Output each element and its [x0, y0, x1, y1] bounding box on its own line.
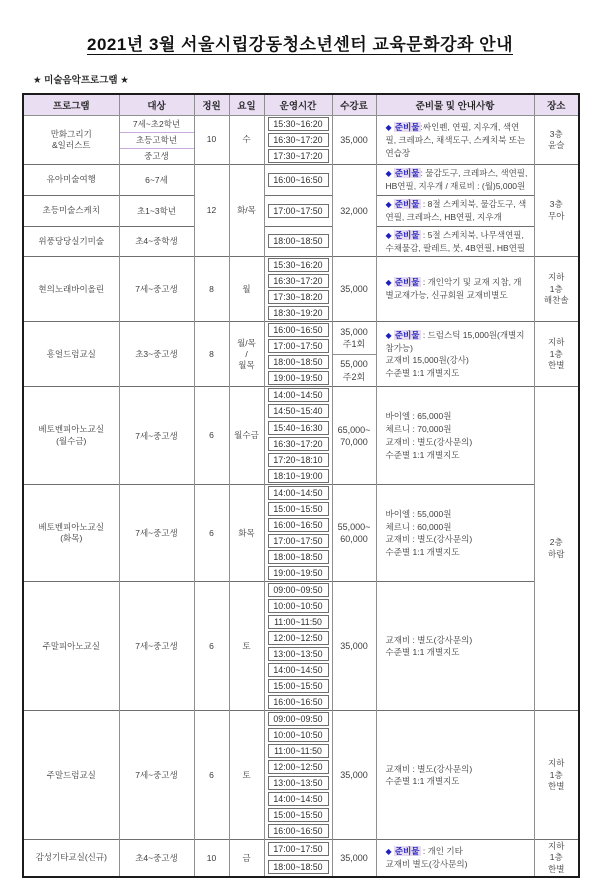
capacity-cell: 6 [194, 711, 229, 840]
time-slot: 17:00~17:50 [268, 842, 329, 856]
time-cell [264, 370, 332, 387]
fee-cell: 35,000 주1회 [332, 322, 376, 355]
materials-line: 수준별 1:1 개별지도 [385, 547, 460, 558]
materials-text: :싸인펜, 연필, 지우개, 색연필, 크레파스, 채색도구, 스케치북 또는 연습장 [385, 121, 526, 158]
materials-cell [376, 840, 534, 877]
program-name-cell: 베토벤피아노교실 (화목) [23, 485, 119, 582]
target-cell: 7세~중고생 [119, 711, 194, 840]
day-cell: 토 [229, 582, 264, 711]
time-slot: 12:00~12:50 [268, 631, 329, 645]
fee-cell: 35,000 [332, 116, 376, 165]
time-slot: 17:00~17:50 [268, 204, 329, 218]
day-cell: 월/목 / 월목 [229, 322, 264, 387]
time-slot: 15:40~16:30 [268, 421, 329, 435]
time-slot: 14:00~14:50 [268, 792, 329, 806]
materials-cell [376, 582, 534, 711]
materials-cell [376, 165, 534, 196]
day-cell: 토 [229, 711, 264, 840]
time-cell [264, 165, 332, 196]
time-slot: 16:30~17:20 [268, 133, 329, 147]
time-cell [264, 468, 332, 485]
materials-line: 바이엘 : 55,000원 [385, 508, 452, 519]
column-header-fee: 수강료 [332, 94, 376, 116]
diamond-bullet-icon: ◆ [385, 230, 394, 240]
place-cell: 3층 윤슬 [534, 116, 579, 165]
fee-cell: 55,000~ 60,000 [332, 485, 376, 582]
table-row [23, 387, 579, 404]
column-header-capacity: 정원 [194, 94, 229, 116]
materials-text: : 8절 스케치북, 물감도구, 색연필, 크레파스, HB연필, 지우개 [385, 198, 527, 222]
materials-line: 수준별 1:1 개별지도 [385, 449, 460, 460]
time-slot: 18:00~18:50 [268, 355, 329, 369]
target-cell: 초4~중학생 [119, 226, 194, 257]
fee-cell: 35,000 [332, 257, 376, 322]
target-cell: 초등고학년 [119, 132, 194, 148]
program-name-cell: 흥얼드럼교실 [23, 322, 119, 387]
table-row [23, 711, 579, 728]
column-header-day: 요일 [229, 94, 264, 116]
materials-label: 준비물 [394, 198, 420, 209]
time-cell [264, 533, 332, 549]
time-cell [264, 759, 332, 775]
time-slot: 16:00~16:50 [268, 695, 329, 709]
header-row [23, 94, 579, 116]
time-slot: 15:00~15:50 [268, 502, 329, 516]
materials-line: 수준별 1:1 개별지도 [385, 368, 460, 379]
time-cell [264, 148, 332, 165]
time-slot: 16:30~17:20 [268, 274, 329, 288]
program-name-cell: 현의노래바이올린 [23, 257, 119, 322]
materials-line [386, 167, 530, 193]
time-cell [264, 807, 332, 823]
materials-line: 체르니 : 70,000원 [385, 424, 452, 435]
table-row [23, 165, 579, 196]
materials-label: 준비물 [394, 121, 420, 132]
column-header-target: 대상 [119, 94, 194, 116]
table-row [23, 485, 579, 502]
time-cell [264, 598, 332, 614]
materials-cell [376, 322, 534, 387]
time-slot: 14:00~14:50 [268, 663, 329, 677]
time-slot: 19:00~19:50 [268, 566, 329, 580]
time-slot: 15:30~16:20 [268, 117, 329, 131]
materials-line: 교재비 : 별도(강사문의) [385, 763, 473, 774]
time-slot: 18:30~19:20 [268, 306, 329, 320]
materials-text: : 물감도구, 크레파스, 색연필, HB연필, 지우개 / 재료비 : (월)5,000원 [385, 168, 528, 191]
materials-line: 수준별 1:1 개별지도 [385, 647, 460, 658]
capacity-cell: 6 [194, 485, 229, 582]
target-cell: 초1~3학년 [119, 195, 194, 226]
place-cell: 지하 1층 한별 [534, 840, 579, 877]
materials-line [386, 198, 530, 224]
time-slot: 15:00~15:50 [268, 679, 329, 693]
time-cell [264, 420, 332, 436]
time-slot: 10:00~10:50 [268, 728, 329, 742]
materials-cell [376, 485, 534, 582]
time-cell [264, 354, 332, 370]
materials-cell [376, 711, 534, 840]
materials-text: : 5절 스케치북, 나무색연필, 수채물감, 팔레트, 붓, 4B연필, HB연필 [385, 229, 526, 253]
fee-cell: 35,000 [332, 711, 376, 840]
day-cell: 수 [229, 116, 264, 165]
materials-line [386, 329, 530, 355]
fee-cell: 65,000~ 70,000 [332, 387, 376, 485]
time-cell [264, 791, 332, 807]
page-title: 2021년 3월 서울시립강동청소년센터 교육문화강좌 안내 [86, 35, 514, 54]
time-cell [264, 501, 332, 517]
place-cell: 지하 1층 한별 [534, 322, 579, 387]
time-cell [264, 840, 332, 859]
materials-cell [376, 387, 534, 485]
time-slot: 16:00~16:50 [268, 824, 329, 838]
program-name-cell: 유아미술여행 [23, 165, 119, 196]
materials-line: 체르니 : 60,000원 [385, 521, 452, 532]
target-cell: 초4~중고생 [119, 840, 194, 877]
target-cell: 초3~중고생 [119, 322, 194, 387]
time-cell [264, 823, 332, 840]
time-slot: 17:30~18:20 [268, 290, 329, 304]
time-slot: 14:00~14:50 [268, 388, 329, 402]
day-cell: 월수금 [229, 387, 264, 485]
time-cell [264, 273, 332, 289]
materials-cell [376, 195, 534, 226]
time-cell [264, 662, 332, 678]
day-cell: 금 [229, 840, 264, 877]
materials-line [386, 229, 530, 255]
diamond-bullet-icon: ◆ [385, 199, 394, 209]
time-cell [264, 630, 332, 646]
column-header-program: 프로그램 [23, 94, 119, 116]
time-slot: 09:00~09:50 [268, 712, 329, 726]
table-body [23, 116, 579, 877]
materials-line: 교재비 : 별도(강사문의) [385, 634, 473, 645]
materials-cell [376, 226, 534, 257]
target-cell: 6~7세 [119, 165, 194, 196]
materials-line: 수준별 1:1 개별지도 [385, 776, 460, 787]
program-name-cell: 주말드럼교실 [23, 711, 119, 840]
time-slot: 18:10~19:00 [268, 469, 329, 483]
table-row [23, 226, 579, 257]
time-slot: 16:00~16:50 [268, 173, 329, 187]
materials-text: : 드럼스틱 15,000원(개별지참가능) [385, 329, 525, 353]
time-cell [264, 403, 332, 419]
place-cell: 2층 하람 [534, 387, 579, 711]
program-name-cell: 만화그리기 &일러스트 [23, 116, 119, 165]
table-row [23, 322, 579, 339]
program-name-cell: 주말피아노교실 [23, 582, 119, 711]
time-cell [264, 565, 332, 582]
time-cell [264, 711, 332, 728]
materials-text: : 개인 기타 [420, 846, 463, 857]
table-row [23, 195, 579, 226]
fee-cell: 32,000 [332, 165, 376, 257]
day-cell: 월 [229, 257, 264, 322]
materials-label: 준비물 [394, 168, 420, 178]
time-slot: 15:30~16:20 [268, 258, 329, 272]
target-cell: 7세~중고생 [119, 582, 194, 711]
table-row [23, 840, 579, 859]
materials-line: 교재비 : 별도(강사문의) [385, 534, 473, 545]
time-cell [264, 858, 332, 877]
target-cell: 7세~중고생 [119, 387, 194, 485]
time-cell [264, 646, 332, 662]
programs-table [22, 93, 580, 878]
time-slot: 16:00~16:50 [268, 323, 329, 337]
program-name-cell: 감성기타교실(신규) [23, 840, 119, 877]
program-name-cell: 초등미술스케치 [23, 195, 119, 226]
time-cell [264, 485, 332, 502]
time-cell [264, 727, 332, 743]
time-cell [264, 387, 332, 404]
time-cell [264, 305, 332, 322]
capacity-cell: 12 [194, 165, 229, 257]
program-name-cell: 베토벤피아노교실 (월수금) [23, 387, 119, 485]
place-cell: 3층 무아 [534, 165, 579, 257]
time-cell [264, 614, 332, 630]
capacity-cell: 8 [194, 322, 229, 387]
time-cell [264, 226, 332, 257]
materials-cell [376, 116, 534, 165]
time-slot: 10:00~10:50 [268, 599, 329, 613]
materials-text: : 개인악기 및 교재 지참, 개별교재가능, 신규회원 교재비별도 [385, 277, 522, 301]
time-slot: 18:00~18:50 [268, 234, 329, 248]
time-cell [264, 132, 332, 148]
time-cell [264, 549, 332, 565]
capacity-cell: 8 [194, 257, 229, 322]
time-slot: 16:00~16:50 [268, 518, 329, 532]
time-slot: 14:50~15:40 [268, 404, 329, 418]
time-cell [264, 436, 332, 452]
materials-line: 교재비 : 별도(강사문의) [385, 436, 473, 447]
diamond-bullet-icon: ◆ [385, 847, 394, 857]
time-slot: 19:00~19:50 [268, 371, 329, 385]
diamond-bullet-icon: ◆ [385, 330, 394, 340]
capacity-cell: 6 [194, 582, 229, 711]
time-slot: 13:00~13:50 [268, 776, 329, 790]
place-cell: 지하 1층 한별 [534, 711, 579, 840]
materials-line [386, 845, 530, 858]
time-slot: 13:00~13:50 [268, 647, 329, 661]
day-cell: 화/목 [229, 165, 264, 257]
materials-cell [376, 257, 534, 322]
time-slot: 18:00~18:50 [268, 550, 329, 564]
time-cell [264, 775, 332, 791]
time-cell [264, 257, 332, 274]
time-slot: 18:00~18:50 [268, 860, 329, 874]
materials-label: 준비물 [394, 846, 420, 857]
target-cell: 7세~초2학년 [119, 116, 194, 133]
diamond-bullet-icon: ◆ [385, 278, 394, 288]
day-cell: 화목 [229, 485, 264, 582]
materials-label: 준비물 [394, 329, 420, 340]
materials-line [386, 276, 530, 302]
time-slot: 11:00~11:50 [268, 615, 329, 629]
time-slot: 14:00~14:50 [268, 486, 329, 500]
target-cell: 7세~중고생 [119, 257, 194, 322]
materials-line: 교재비 별도(강사문의) [385, 859, 468, 870]
table-row [23, 116, 579, 133]
fee-cell: 35,000 [332, 840, 376, 877]
time-cell [264, 582, 332, 599]
target-cell: 중고생 [119, 148, 194, 165]
capacity-cell: 10 [194, 116, 229, 165]
capacity-cell: 6 [194, 387, 229, 485]
fee-cell: 35,000 [332, 582, 376, 711]
time-cell [264, 289, 332, 305]
time-slot: 11:00~11:50 [268, 744, 329, 758]
materials-label: 준비물 [394, 229, 420, 240]
capacity-cell: 10 [194, 840, 229, 877]
time-cell [264, 694, 332, 711]
time-slot: 17:00~17:50 [268, 534, 329, 548]
time-cell [264, 338, 332, 354]
time-slot: 17:30~17:20 [268, 149, 329, 163]
time-slot: 17:20~18:10 [268, 453, 329, 467]
materials-line: 교재비 15,000원(강사) [385, 355, 469, 366]
place-cell: 지하 1층 해찬솔 [534, 257, 579, 322]
time-slot: 16:30~17:20 [268, 437, 329, 451]
time-cell [264, 322, 332, 339]
time-slot: 17:00~17:50 [268, 339, 329, 353]
diamond-bullet-icon: ◆ [385, 169, 394, 178]
materials-line [386, 121, 530, 160]
table-row [23, 257, 579, 274]
section-label: ★ 미술음악프로그램 ★ [33, 75, 129, 86]
column-header-time: 운영시간 [264, 94, 332, 116]
column-header-materials: 준비물 및 안내사항 [376, 94, 534, 116]
time-cell [264, 452, 332, 468]
column-header-place: 장소 [534, 94, 579, 116]
materials-line: 바이엘 : 65,000원 [385, 411, 452, 422]
time-cell [264, 743, 332, 759]
time-cell [264, 116, 332, 133]
program-name-cell: 위풍당당실기미술 [23, 226, 119, 257]
target-cell: 7세~중고생 [119, 485, 194, 582]
time-cell [264, 195, 332, 226]
time-cell [264, 678, 332, 694]
time-slot: 09:00~09:50 [268, 583, 329, 597]
table-row [23, 582, 579, 599]
fee-cell: 55,000 주2회 [332, 354, 376, 387]
diamond-bullet-icon: ◆ [385, 122, 394, 132]
materials-label: 준비물 [394, 277, 420, 288]
time-slot: 12:00~12:50 [268, 760, 329, 774]
time-cell [264, 517, 332, 533]
time-slot: 15:00~15:50 [268, 808, 329, 822]
